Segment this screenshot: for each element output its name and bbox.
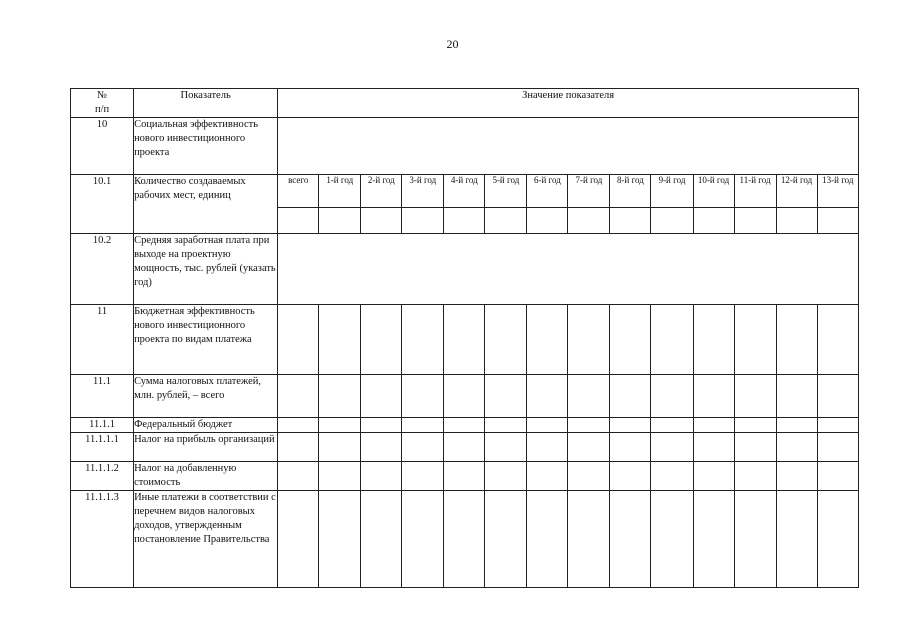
value-cell	[319, 208, 361, 234]
year-header: 3-й год	[402, 175, 444, 208]
year-header: 8-й год	[610, 175, 651, 208]
value-cell	[776, 433, 817, 462]
table-row	[71, 491, 859, 588]
value-cell	[568, 418, 610, 433]
value-cell	[278, 234, 859, 305]
value-cell	[651, 208, 693, 234]
value-cell	[693, 491, 734, 588]
value-cell	[776, 208, 817, 234]
value-cell	[651, 433, 693, 462]
value-cell	[319, 305, 361, 375]
table-row	[71, 433, 859, 462]
value-cell	[776, 305, 817, 375]
value-cell	[568, 305, 610, 375]
value-cell	[693, 433, 734, 462]
value-cell	[402, 462, 444, 491]
value-cell	[817, 305, 858, 375]
value-cell	[278, 118, 859, 175]
row-number: 11.1.1	[71, 418, 134, 433]
value-cell	[734, 208, 776, 234]
value-cell	[444, 305, 485, 375]
value-cell	[319, 462, 361, 491]
table-row	[71, 375, 859, 418]
value-cell	[776, 375, 817, 418]
value-cell	[485, 433, 527, 462]
value-cell	[776, 462, 817, 491]
value-cell	[361, 491, 402, 588]
row-label: Социальная эффективность нового инвестиционного проекта	[134, 118, 278, 175]
year-header: 12-й год	[776, 175, 817, 208]
value-cell	[278, 462, 319, 491]
value-cell	[527, 462, 568, 491]
value-cell	[610, 433, 651, 462]
value-cell	[485, 375, 527, 418]
value-cell	[278, 375, 319, 418]
row-number: 10.1	[71, 175, 134, 234]
value-cell	[734, 491, 776, 588]
value-cell	[693, 305, 734, 375]
value-cell	[278, 433, 319, 462]
row-label: Средняя заработная плата при выходе на проектную мощность, тыс. рублей (указать год)	[134, 234, 278, 305]
row-label: Иные платежи в соответствии с перечнем видов налоговых доходов, утвержденным постановление Правительства	[134, 491, 278, 588]
table-row	[71, 305, 859, 375]
year-header: 10-й год	[693, 175, 734, 208]
value-cell	[361, 208, 402, 234]
value-cell	[693, 462, 734, 491]
row-number: 11.1.1.3	[71, 491, 134, 588]
value-cell	[527, 305, 568, 375]
value-cell	[361, 305, 402, 375]
value-cell	[693, 208, 734, 234]
value-cell	[568, 433, 610, 462]
value-cell	[651, 375, 693, 418]
value-cell	[361, 418, 402, 433]
value-cell	[319, 375, 361, 418]
header-indicator: Показатель	[134, 89, 278, 118]
value-cell	[817, 491, 858, 588]
value-cell	[319, 491, 361, 588]
value-cell	[402, 433, 444, 462]
value-cell	[651, 305, 693, 375]
row-number: 11.1	[71, 375, 134, 418]
header-row	[71, 89, 859, 118]
value-cell	[361, 433, 402, 462]
year-header: 2-й год	[361, 175, 402, 208]
value-cell	[693, 418, 734, 433]
value-cell	[444, 375, 485, 418]
value-cell	[734, 462, 776, 491]
value-cell	[278, 491, 319, 588]
value-cell	[444, 491, 485, 588]
value-cell	[568, 375, 610, 418]
value-cell	[485, 305, 527, 375]
value-cell	[402, 375, 444, 418]
year-header: 13-й год	[817, 175, 858, 208]
year-header: 4-й год	[444, 175, 485, 208]
value-cell	[444, 418, 485, 433]
value-cell	[693, 375, 734, 418]
value-cell	[817, 433, 858, 462]
value-cell	[610, 462, 651, 491]
table-row	[71, 462, 859, 491]
value-cell	[444, 208, 485, 234]
year-header: 1-й год	[319, 175, 361, 208]
value-cell	[527, 418, 568, 433]
value-cell	[402, 418, 444, 433]
row-label: Федеральный бюджет	[134, 418, 278, 433]
row-number: 11	[71, 305, 134, 375]
year-header: 5-й год	[485, 175, 527, 208]
header-number-label-2: п/п	[94, 104, 110, 115]
value-cell	[402, 208, 444, 234]
row-number: 10	[71, 118, 134, 175]
value-cell	[278, 208, 319, 234]
value-cell	[485, 208, 527, 234]
value-cell	[444, 433, 485, 462]
row-label: Налог на прибыль организаций	[134, 433, 278, 462]
value-cell	[444, 462, 485, 491]
value-cell	[402, 491, 444, 588]
row-label: Сумма налоговых платежей, млн. рублей, – всего	[134, 375, 278, 418]
row-label: Налог на добавленную стоимость	[134, 462, 278, 491]
value-cell	[527, 208, 568, 234]
year-header: 6-й год	[527, 175, 568, 208]
value-cell	[278, 305, 319, 375]
year-header: 11-й год	[734, 175, 776, 208]
value-cell	[485, 462, 527, 491]
value-cell	[568, 462, 610, 491]
value-cell	[776, 418, 817, 433]
value-cell	[527, 491, 568, 588]
year-header: 7-й год	[568, 175, 610, 208]
value-cell	[361, 375, 402, 418]
row-number: 10.2	[71, 234, 134, 305]
value-cell	[485, 491, 527, 588]
indicator-table	[70, 88, 859, 588]
value-cell	[527, 375, 568, 418]
year-header-total: всего	[278, 175, 319, 208]
value-cell	[527, 433, 568, 462]
table-row	[71, 234, 859, 305]
value-cell	[817, 462, 858, 491]
value-cell	[734, 305, 776, 375]
value-cell	[610, 208, 651, 234]
value-cell	[651, 491, 693, 588]
value-cell	[568, 208, 610, 234]
page-number: 20	[446, 37, 459, 51]
value-cell	[651, 462, 693, 491]
value-cell	[361, 462, 402, 491]
value-cell	[734, 375, 776, 418]
value-cell	[319, 418, 361, 433]
value-cell	[278, 418, 319, 433]
value-cell	[319, 433, 361, 462]
value-cell	[402, 305, 444, 375]
table-row	[71, 118, 859, 175]
value-cell	[817, 208, 858, 234]
row-number: 11.1.1.1	[71, 433, 134, 462]
header-value: Значение показателя	[278, 89, 859, 118]
value-cell	[568, 491, 610, 588]
table-row	[71, 418, 859, 433]
value-cell	[610, 418, 651, 433]
value-cell	[734, 433, 776, 462]
table-row	[71, 175, 859, 208]
row-number: 11.1.1.2	[71, 462, 134, 491]
year-header: 9-й год	[651, 175, 693, 208]
value-cell	[734, 418, 776, 433]
value-cell	[610, 305, 651, 375]
value-cell	[610, 491, 651, 588]
header-number-label: №	[97, 90, 108, 101]
value-cell	[817, 375, 858, 418]
value-cell	[485, 418, 527, 433]
row-label: Количество создаваемых рабочих мест, единиц	[134, 175, 278, 234]
header-number-cell	[71, 89, 134, 118]
value-cell	[776, 491, 817, 588]
value-cell	[651, 418, 693, 433]
value-cell	[610, 375, 651, 418]
value-cell	[817, 418, 858, 433]
row-label: Бюджетная эффективность нового инвестиционного проекта по видам платежа	[134, 305, 278, 375]
